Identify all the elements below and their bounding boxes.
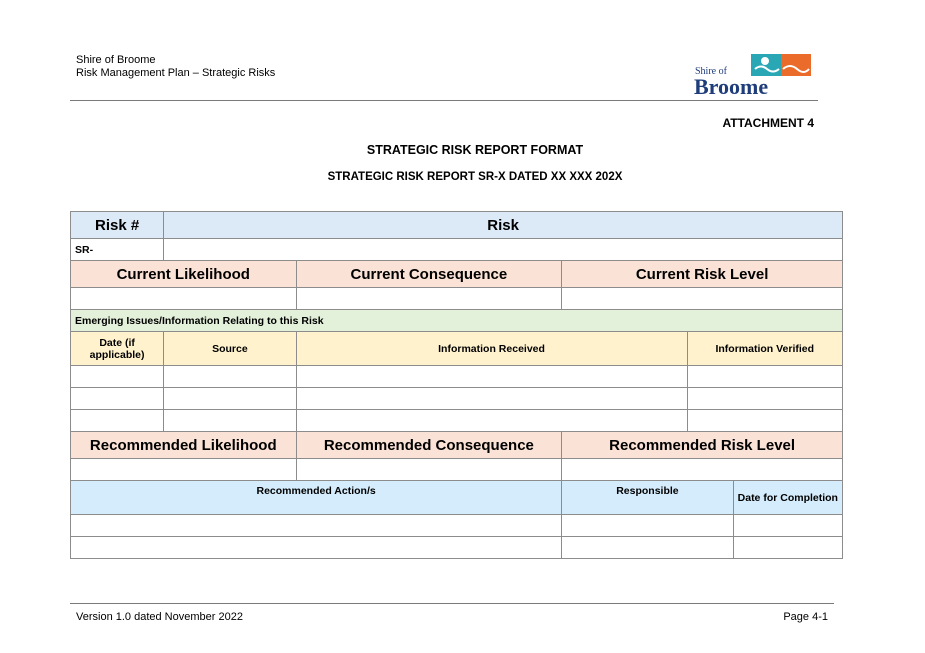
date-col-header: Date (if applicable) bbox=[71, 332, 164, 366]
emerging-verified-cell[interactable] bbox=[687, 410, 842, 432]
completion-date-cell[interactable] bbox=[733, 515, 842, 537]
emerging-received-cell[interactable] bbox=[296, 366, 687, 388]
emerging-row bbox=[71, 388, 843, 410]
current-likelihood-cell[interactable] bbox=[71, 288, 297, 310]
source-col-header: Source bbox=[164, 332, 296, 366]
action-cell[interactable] bbox=[71, 515, 562, 537]
responsible-cell[interactable] bbox=[562, 537, 733, 559]
emerging-source-cell[interactable] bbox=[164, 366, 296, 388]
page-subtitle: STRATEGIC RISK REPORT SR-X DATED XX XXX 202X bbox=[327, 171, 623, 183]
emerging-received-cell[interactable] bbox=[296, 388, 687, 410]
risk-header-row bbox=[71, 212, 843, 239]
risk-report-table bbox=[70, 211, 843, 559]
recommended-actions-header: Recommended Action/s bbox=[71, 481, 562, 515]
action-row bbox=[71, 537, 843, 559]
current-risk-level-header: Current Risk Level bbox=[562, 261, 843, 288]
sr-prefix: SR- bbox=[71, 239, 164, 261]
header-rule bbox=[70, 100, 818, 101]
risk-header: Risk bbox=[164, 212, 843, 239]
shire-of-broome-logo bbox=[693, 52, 813, 96]
attachment-label: ATTACHMENT 4 bbox=[722, 116, 814, 130]
completion-date-cell[interactable] bbox=[733, 537, 842, 559]
current-likelihood-header: Current Likelihood bbox=[71, 261, 297, 288]
info-received-col-header: Information Received bbox=[296, 332, 687, 366]
emerging-row bbox=[71, 366, 843, 388]
emerging-date-cell[interactable] bbox=[71, 410, 164, 432]
recommended-entry-row bbox=[71, 459, 843, 481]
emerging-source-cell[interactable] bbox=[164, 388, 296, 410]
footer-rule bbox=[70, 603, 834, 604]
doc-name: Risk Management Plan – Strategic Risks bbox=[76, 67, 276, 79]
responsible-header: Responsible bbox=[562, 481, 733, 515]
current-consequence-cell[interactable] bbox=[296, 288, 562, 310]
action-header-row bbox=[71, 481, 843, 515]
version-text: Version 1.0 dated November 2022 bbox=[76, 611, 243, 623]
logo-small-text: Shire of bbox=[695, 66, 727, 77]
logo-big-text: Broome bbox=[694, 74, 769, 96]
emerging-issues-header: Emerging Issues/Information Relating to this Risk bbox=[71, 310, 843, 332]
emerging-row bbox=[71, 410, 843, 432]
action-cell[interactable] bbox=[71, 537, 562, 559]
info-verified-col-header: Information Verified bbox=[687, 332, 842, 366]
emerging-received-cell[interactable] bbox=[296, 410, 687, 432]
risk-entry-row bbox=[71, 239, 843, 261]
recommended-risk-level-cell[interactable] bbox=[562, 459, 843, 481]
recommended-header-row bbox=[71, 432, 843, 459]
header-text bbox=[76, 54, 275, 80]
org-name: Shire of Broome bbox=[76, 54, 156, 66]
emerging-cols-row bbox=[71, 332, 843, 366]
current-consequence-header: Current Consequence bbox=[296, 261, 562, 288]
current-risk-level-cell[interactable] bbox=[562, 288, 843, 310]
risk-number-header: Risk # bbox=[71, 212, 164, 239]
responsible-cell[interactable] bbox=[562, 515, 733, 537]
risk-entry-cell[interactable] bbox=[164, 239, 843, 261]
emerging-date-cell[interactable] bbox=[71, 366, 164, 388]
current-header-row bbox=[71, 261, 843, 288]
date-for-completion-header: Date for Completion bbox=[733, 481, 842, 515]
emerging-source-cell[interactable] bbox=[164, 410, 296, 432]
recommended-consequence-cell[interactable] bbox=[296, 459, 562, 481]
recommended-likelihood-cell[interactable] bbox=[71, 459, 297, 481]
emerging-date-cell[interactable] bbox=[71, 388, 164, 410]
emerging-header-row bbox=[71, 310, 843, 332]
recommended-consequence-header: Recommended Consequence bbox=[296, 432, 562, 459]
recommended-risk-level-header: Recommended Risk Level bbox=[562, 432, 843, 459]
action-row bbox=[71, 515, 843, 537]
page-number: Page 4-1 bbox=[783, 611, 828, 623]
emerging-verified-cell[interactable] bbox=[687, 366, 842, 388]
emerging-verified-cell[interactable] bbox=[687, 388, 842, 410]
current-entry-row bbox=[71, 288, 843, 310]
recommended-likelihood-header: Recommended Likelihood bbox=[71, 432, 297, 459]
page-title: STRATEGIC RISK REPORT FORMAT bbox=[366, 143, 584, 157]
